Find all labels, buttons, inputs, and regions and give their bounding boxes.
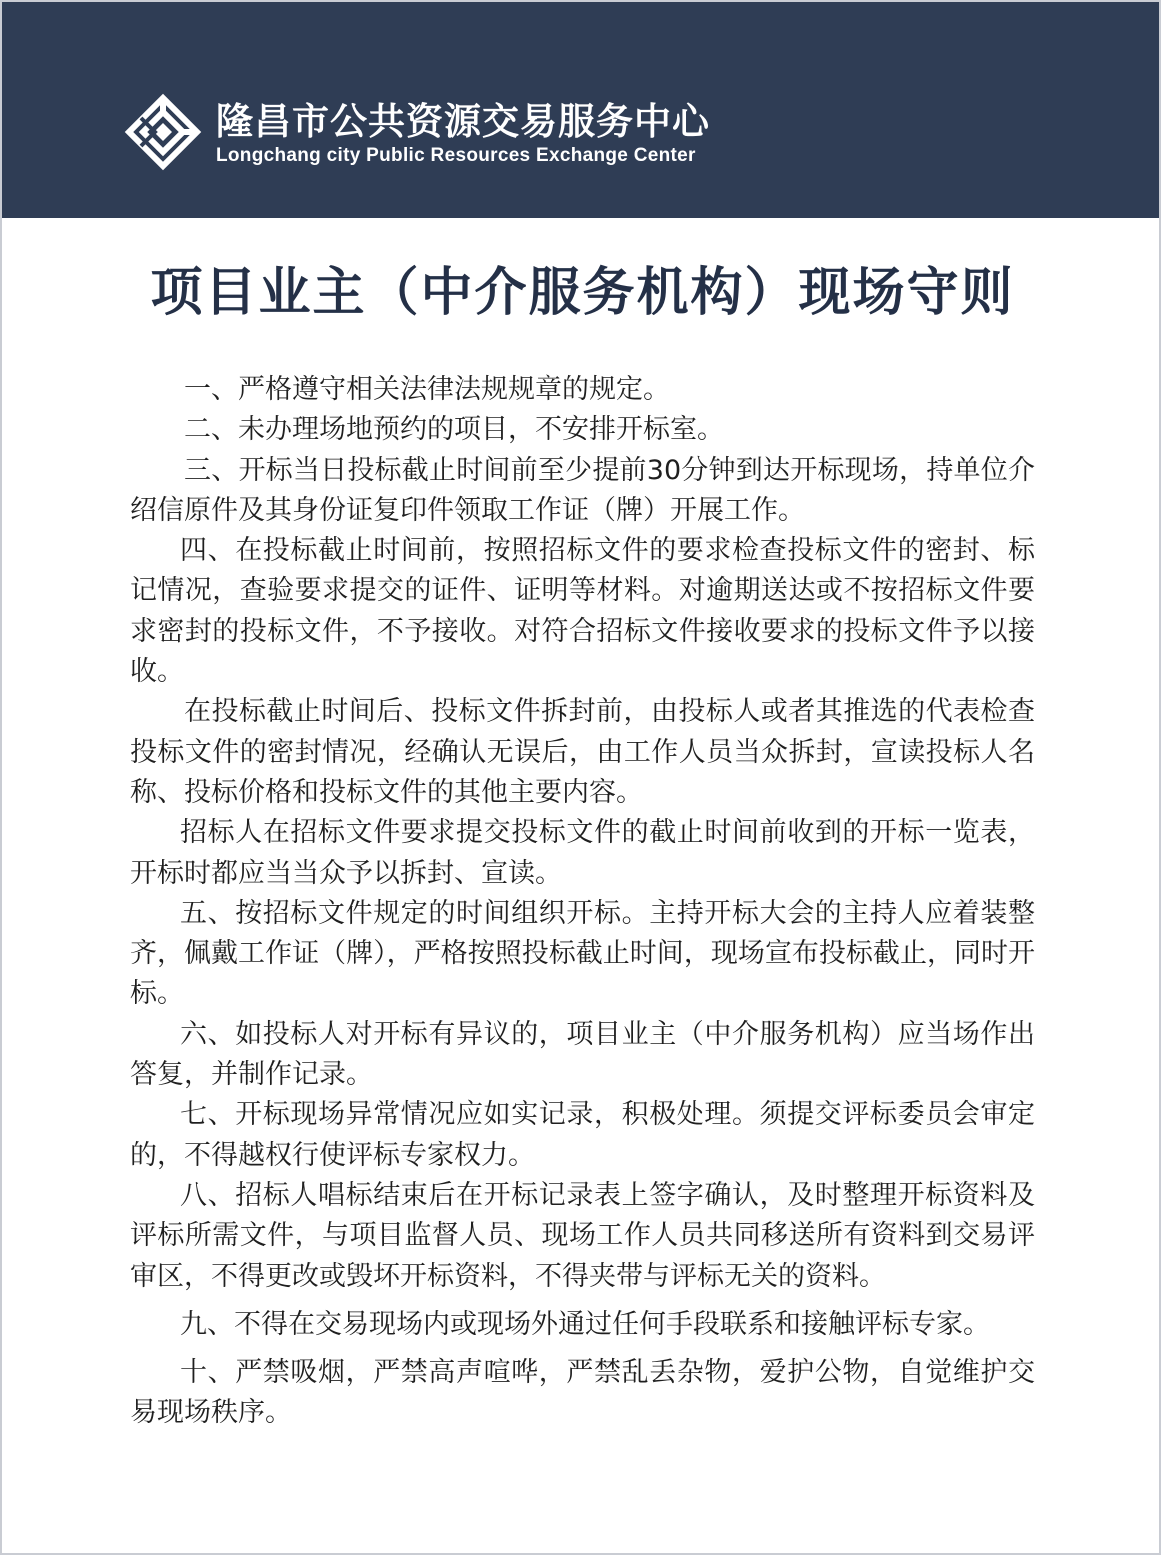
rule-item: 四、在投标截止时间前，按照招标文件的要求检查投标文件的密封、标记情况，查验要求提交的证件、证明等材料。对逾期送达或不按招标文件要求密封的投标文件，不予接收。对符合招标文件接收要求的投标文件予以接收。 <box>130 535 1035 688</box>
rule-item: 八、招标人唱标结束后在开标记录表上签字确认，及时整理开标资料及评标所需文件，与项目监督人员、现场工作人员共同移送所有资料到交易评审区，不得更改或毁坏开标资料，不得夹带与评标无关的资料。 <box>130 1179 1035 1292</box>
rule-item: 招标人在招标文件要求提交投标文件的截止时间前收到的开标一览表，开标时都应当当众予以拆封、宣读。 <box>130 817 1035 889</box>
rule-item: 九、不得在交易现场内或现场外通过任何手段联系和接触评标专家。 <box>180 1308 990 1340</box>
rule-item: 七、开标现场异常情况应如实记录，积极处理。须提交评标委员会审定的，不得越权行使评标专家权力。 <box>130 1099 1035 1171</box>
rule-item: 六、如投标人对开标有异议的，项目业主（中介服务机构）应当场作出答复，并制作记录。 <box>130 1018 1035 1091</box>
rule-item: 一、严格遵守相关法律法规规章的规定。 <box>184 374 670 405</box>
rules-list <box>130 370 1035 1434</box>
org-name-cn: 隆昌市公共资源交易服务中心 <box>216 100 710 143</box>
header-banner <box>2 2 1161 218</box>
document-title: 项目业主（中介服务机构）现场守则 <box>150 263 1015 323</box>
diamond-knot-logo-icon <box>123 92 203 172</box>
rule-item: 三、开标当日投标截止时间前至少提前30分钟到达开标现场，持单位介绍信原件及其身份证复印件领取工作证（牌）开展工作。 <box>130 454 1035 526</box>
rule-item: 五、按招标文件规定的时间组织开标。主持开标大会的主持人应着装整齐，佩戴工作证（牌），严格按照投标截止时间，现场宣布投标截止，同时开标。 <box>130 897 1035 1010</box>
rule-item: 十、严禁吸烟，严禁高声喧哗，严禁乱丢杂物，爱护公物，自觉维护交易现场秩序。 <box>130 1357 1035 1429</box>
org-name-en: Longchang city Public Resources Exchange Center <box>216 145 696 166</box>
rule-item: 二、未办理场地预约的项目，不安排开标室。 <box>184 414 724 446</box>
rule-item: 在投标截止时间后、投标文件拆封前，由投标人或者其推选的代表检查投标文件的密封情况，经确认无误后，由工作人员当众拆封，宣读投标人名称、投标价格和投标文件的其他主要内容。 <box>130 696 1035 808</box>
